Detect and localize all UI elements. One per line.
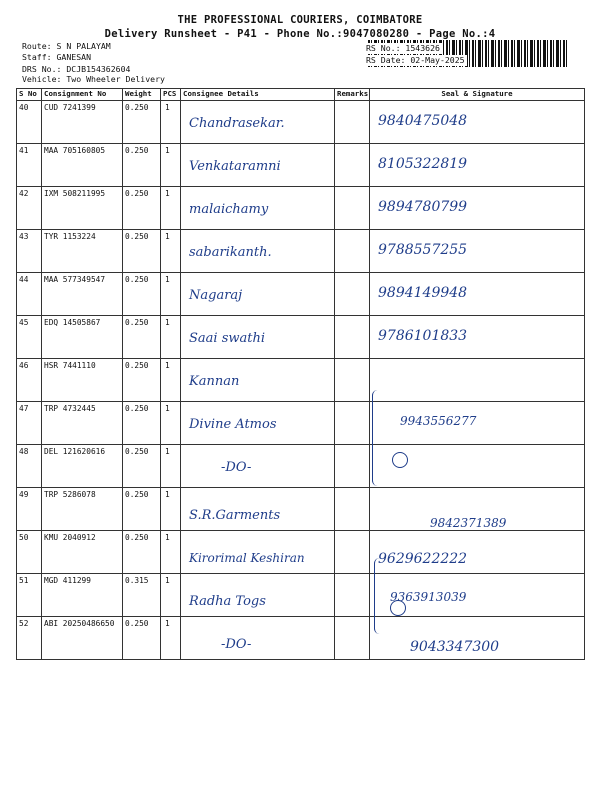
signature-cell bbox=[370, 230, 585, 273]
remarks-cell bbox=[335, 316, 370, 359]
serial-cell: 41 bbox=[17, 144, 42, 187]
table-row bbox=[17, 316, 585, 359]
consignment-cell: MAA 577349547 bbox=[42, 273, 123, 316]
route-label: Route: S N PALAYAM bbox=[22, 41, 111, 51]
remarks-cell bbox=[335, 273, 370, 316]
consignment-cell: DEL 121620616 bbox=[42, 445, 123, 488]
weight-cell: 0.250 bbox=[123, 316, 161, 359]
consignee-name: Venkataramni bbox=[189, 159, 281, 174]
consignment-cell: CUD 7241399 bbox=[42, 101, 123, 144]
table-row bbox=[17, 531, 585, 574]
serial-cell: 52 bbox=[17, 617, 42, 660]
consignee-name: Divine Atmos bbox=[189, 417, 277, 432]
remarks-cell bbox=[335, 574, 370, 617]
signature-cell bbox=[370, 359, 585, 402]
consignee-name: Kirorimal Keshiran bbox=[189, 551, 305, 565]
signature-cell bbox=[370, 617, 585, 660]
signature-phone: 9043347300 bbox=[410, 639, 500, 655]
consignee-name: malaichamy bbox=[189, 202, 269, 217]
consignee-cell bbox=[181, 488, 335, 531]
pcs-cell: 1 bbox=[161, 574, 181, 617]
bracket-mark bbox=[374, 558, 385, 634]
remarks-cell bbox=[335, 101, 370, 144]
rs-date: RS Date: 02-May-2025 bbox=[366, 55, 465, 65]
table-row bbox=[17, 187, 585, 230]
signature-phone: 9788557255 bbox=[378, 242, 468, 258]
pcs-cell: 1 bbox=[161, 531, 181, 574]
consignee-name: -DO- bbox=[221, 637, 252, 652]
remarks-cell bbox=[335, 488, 370, 531]
pcs-cell: 1 bbox=[161, 144, 181, 187]
signature-phone: 9629622222 bbox=[378, 551, 468, 567]
circle-stamp-icon bbox=[392, 452, 408, 468]
pcs-cell: 1 bbox=[161, 488, 181, 531]
consignment-cell: ABI 20250486650 bbox=[42, 617, 123, 660]
consignee-cell bbox=[181, 359, 335, 402]
consignee-cell bbox=[181, 445, 335, 488]
serial-cell: 51 bbox=[17, 574, 42, 617]
consignee-cell bbox=[181, 617, 335, 660]
remarks-cell bbox=[335, 187, 370, 230]
remarks-cell bbox=[335, 531, 370, 574]
table-row bbox=[17, 402, 585, 445]
signature-cell bbox=[370, 101, 585, 144]
consignment-cell: MGD 411299 bbox=[42, 574, 123, 617]
serial-cell: 46 bbox=[17, 359, 42, 402]
consignee-name: -DO- bbox=[221, 460, 252, 475]
signature-cell bbox=[370, 144, 585, 187]
signature-phone: 9943556277 bbox=[400, 414, 477, 428]
weight-cell: 0.250 bbox=[123, 402, 161, 445]
column-header: Seal & Signature bbox=[370, 89, 585, 101]
table-row bbox=[17, 574, 585, 617]
consignee-cell bbox=[181, 101, 335, 144]
consignee-name: Kannan bbox=[189, 374, 240, 389]
remarks-cell bbox=[335, 230, 370, 273]
consignee-cell bbox=[181, 230, 335, 273]
table-row bbox=[17, 144, 585, 187]
vehicle-label: Vehicle: Two Wheeler Delivery bbox=[22, 74, 165, 84]
consignment-cell: EDQ 14505867 bbox=[42, 316, 123, 359]
column-header: Consignment No bbox=[42, 89, 123, 101]
rs-number: RS No.: 1543626 bbox=[366, 43, 440, 53]
table-header-row bbox=[17, 89, 585, 101]
consignee-name: Chandrasekar. bbox=[189, 116, 285, 131]
column-header: Remarks bbox=[335, 89, 370, 101]
table-row bbox=[17, 230, 585, 273]
serial-cell: 48 bbox=[17, 445, 42, 488]
weight-cell: 0.315 bbox=[123, 574, 161, 617]
pcs-cell: 1 bbox=[161, 316, 181, 359]
signature-cell bbox=[370, 531, 585, 574]
column-header: PCS bbox=[161, 89, 181, 101]
pcs-cell: 1 bbox=[161, 230, 181, 273]
remarks-cell bbox=[335, 402, 370, 445]
consignment-cell: HSR 7441110 bbox=[42, 359, 123, 402]
consignee-name: Saai swathi bbox=[189, 331, 266, 346]
consignee-name: Radha Togs bbox=[189, 594, 266, 609]
pcs-cell: 1 bbox=[161, 273, 181, 316]
consignee-cell bbox=[181, 187, 335, 230]
weight-cell: 0.250 bbox=[123, 187, 161, 230]
signature-cell bbox=[370, 402, 585, 445]
serial-cell: 45 bbox=[17, 316, 42, 359]
weight-cell: 0.250 bbox=[123, 273, 161, 316]
consignment-cell: KMU 2040912 bbox=[42, 531, 123, 574]
serial-cell: 47 bbox=[17, 402, 42, 445]
column-header: Consignee Details bbox=[181, 89, 335, 101]
drs-label: DRS No.: DCJB154362604 bbox=[22, 64, 131, 74]
signature-phone: 9363913039 bbox=[390, 590, 467, 604]
signature-phone: 9840475048 bbox=[378, 113, 468, 129]
signature-phone: 9786101833 bbox=[378, 328, 468, 344]
consignee-cell bbox=[181, 402, 335, 445]
consignee-cell bbox=[181, 531, 335, 574]
staff-label: Staff: GANESAN bbox=[22, 52, 92, 62]
weight-cell: 0.250 bbox=[123, 359, 161, 402]
weight-cell: 0.250 bbox=[123, 230, 161, 273]
weight-cell: 0.250 bbox=[123, 617, 161, 660]
remarks-cell bbox=[335, 617, 370, 660]
serial-cell: 50 bbox=[17, 531, 42, 574]
table-row bbox=[17, 359, 585, 402]
weight-cell: 0.250 bbox=[123, 531, 161, 574]
pcs-cell: 1 bbox=[161, 359, 181, 402]
runsheet-title: THE PROFESSIONAL COURIERS, COIMBATORE bbox=[177, 14, 423, 26]
consignee-name: Nagaraj bbox=[189, 288, 243, 303]
pcs-cell: 1 bbox=[161, 101, 181, 144]
signature-cell bbox=[370, 187, 585, 230]
runsheet-subtitle: Delivery Runsheet - P41 - Phone No.:9047080280 - Page No.:4 bbox=[104, 28, 496, 40]
consignee-cell bbox=[181, 316, 335, 359]
signature-cell bbox=[370, 316, 585, 359]
table-row bbox=[17, 273, 585, 316]
serial-cell: 42 bbox=[17, 187, 42, 230]
signature-phone: 9842371389 bbox=[430, 516, 507, 530]
consignment-cell: MAA 705160805 bbox=[42, 144, 123, 187]
pcs-cell: 1 bbox=[161, 187, 181, 230]
pcs-cell: 1 bbox=[161, 617, 181, 660]
serial-cell: 40 bbox=[17, 101, 42, 144]
pcs-cell: 1 bbox=[161, 445, 181, 488]
consignment-cell: TRP 5286078 bbox=[42, 488, 123, 531]
remarks-cell bbox=[335, 445, 370, 488]
consignment-cell: TRP 4732445 bbox=[42, 402, 123, 445]
table-row bbox=[17, 101, 585, 144]
consignment-cell: TYR 1153224 bbox=[42, 230, 123, 273]
signature-phone: 8105322819 bbox=[378, 156, 468, 172]
table-row bbox=[17, 445, 585, 488]
serial-cell: 44 bbox=[17, 273, 42, 316]
consignee-cell bbox=[181, 144, 335, 187]
consignee-name: S.R.Garments bbox=[189, 508, 281, 523]
consignee-name: sabarikanth. bbox=[189, 245, 272, 260]
table-row bbox=[17, 488, 585, 531]
serial-cell: 43 bbox=[17, 230, 42, 273]
table-row bbox=[17, 617, 585, 660]
weight-cell: 0.250 bbox=[123, 488, 161, 531]
weight-cell: 0.250 bbox=[123, 144, 161, 187]
signature-phone: 9894149948 bbox=[378, 285, 468, 301]
consignee-cell bbox=[181, 273, 335, 316]
signature-phone: 9894780799 bbox=[378, 199, 468, 215]
signature-cell bbox=[370, 488, 585, 531]
weight-cell: 0.250 bbox=[123, 101, 161, 144]
serial-cell: 49 bbox=[17, 488, 42, 531]
column-header: S No bbox=[17, 89, 42, 101]
circle-stamp-icon bbox=[390, 600, 406, 616]
remarks-cell bbox=[335, 359, 370, 402]
remarks-cell bbox=[335, 144, 370, 187]
column-header: Weight bbox=[123, 89, 161, 101]
signature-cell bbox=[370, 273, 585, 316]
runsheet-table bbox=[16, 88, 585, 660]
pcs-cell: 1 bbox=[161, 402, 181, 445]
consignee-cell bbox=[181, 574, 335, 617]
bracket-mark bbox=[372, 390, 383, 486]
weight-cell: 0.250 bbox=[123, 445, 161, 488]
consignment-cell: IXM 508211995 bbox=[42, 187, 123, 230]
